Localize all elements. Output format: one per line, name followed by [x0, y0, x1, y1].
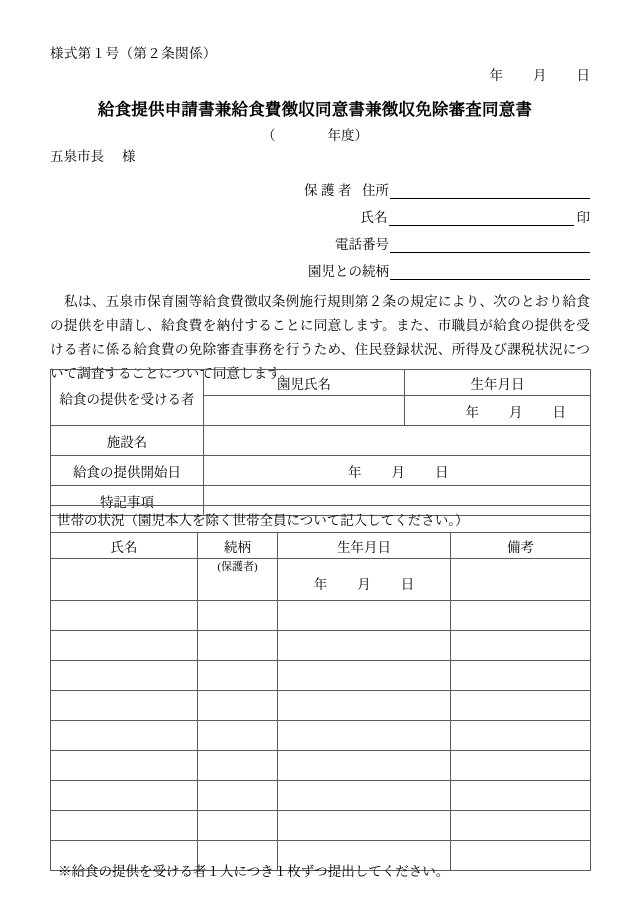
table-row — [51, 426, 591, 456]
guardian-address-label: 住所 — [362, 183, 389, 198]
household-remarks-input-2[interactable] — [451, 601, 591, 631]
household-remarks-input-10[interactable] — [451, 841, 591, 871]
addressee — [50, 145, 136, 165]
household-birthdate-input-1[interactable] — [278, 559, 451, 601]
household-name-input-9[interactable] — [51, 811, 198, 841]
household-birthdate-input-7[interactable] — [278, 751, 451, 781]
table-row — [51, 601, 591, 631]
table-header-row — [51, 533, 591, 559]
household-relation-input-6[interactable] — [198, 721, 278, 751]
household-birth-day-label: 日 — [400, 577, 415, 592]
household-relation-input-7[interactable] — [198, 751, 278, 781]
start-date-input[interactable] — [204, 456, 591, 486]
guardian-prefix: 保護者 — [304, 183, 355, 198]
fiscal-year-label: 年度） — [327, 128, 368, 143]
household-relation-input-5[interactable] — [198, 691, 278, 721]
household-birth-year-label: 年 — [313, 577, 328, 592]
birth-year-label: 年 — [465, 404, 479, 420]
child-name-input[interactable] — [204, 396, 405, 426]
household-remarks-input-4[interactable] — [451, 661, 591, 691]
household-relation-note: (保護者) — [217, 561, 258, 573]
household-birthdate-input-3[interactable] — [278, 631, 451, 661]
household-remarks-input-7[interactable] — [451, 751, 591, 781]
birth-day-label: 日 — [552, 404, 566, 420]
recipient-row-label: 給食の提供を受ける者 — [51, 370, 204, 426]
household-birth-month-label: 月 — [357, 577, 371, 592]
birthdate-header: 生年月日 — [405, 370, 591, 396]
household-birthdate-input-8[interactable] — [278, 781, 451, 811]
remarks-label: 特記事項 — [51, 486, 204, 516]
table-row — [51, 506, 591, 533]
child-birthdate-input[interactable] — [405, 396, 591, 426]
household-birthdate-input-5[interactable] — [278, 691, 451, 721]
addressee-honorific: 様 — [122, 149, 136, 164]
facility-name-label: 施設名 — [51, 426, 204, 456]
start-year-label: 年 — [348, 464, 362, 480]
household-name-input-2[interactable] — [51, 601, 198, 631]
household-birthdate-input-9[interactable] — [278, 811, 451, 841]
table-row — [51, 559, 591, 601]
guardian-relation-label: 園児との続柄 — [308, 264, 389, 279]
household-name-input-1[interactable] — [51, 559, 198, 601]
guardian-relation-input[interactable] — [390, 264, 590, 280]
date-line — [490, 64, 591, 84]
start-month-label: 月 — [391, 464, 405, 480]
guardian-phone-input[interactable] — [390, 237, 590, 253]
household-name-input-7[interactable] — [51, 751, 198, 781]
date-day-label: 日 — [576, 68, 590, 83]
household-birthdate-input-2[interactable] — [278, 601, 451, 631]
household-remarks-input-8[interactable] — [451, 781, 591, 811]
household-birthdate-input-6[interactable] — [278, 721, 451, 751]
household-name-input-3[interactable] — [51, 631, 198, 661]
table-row — [51, 811, 591, 841]
table-row — [51, 370, 591, 396]
page-title: 給食提供申請書兼給食費徴収同意書兼徴収免除審査同意書 — [97, 100, 533, 119]
date-month-label: 月 — [533, 68, 547, 83]
household-remarks-input-5[interactable] — [451, 691, 591, 721]
table-row — [51, 661, 591, 691]
guardian-relation-row — [260, 253, 590, 280]
guardian-block — [260, 172, 590, 280]
household-name-input-5[interactable] — [51, 691, 198, 721]
start-date-label: 給食の提供開始日 — [51, 456, 204, 486]
household-header-relation: 続柄 — [198, 533, 278, 559]
start-day-label: 日 — [435, 464, 449, 480]
form-number: 様式第１号（第２条関係） — [50, 46, 217, 61]
child-name-header: 園児氏名 — [204, 370, 405, 396]
table-row — [51, 721, 591, 751]
table-row — [51, 751, 591, 781]
household-relation-input-4[interactable] — [198, 661, 278, 691]
household-empty-rows — [51, 601, 591, 871]
household-relation-input-2[interactable] — [198, 601, 278, 631]
guardian-name-label: 氏名 — [360, 210, 388, 225]
household-header-name: 氏名 — [51, 533, 198, 559]
table-row — [51, 631, 591, 661]
guardian-phone-label: 電話番号 — [335, 237, 389, 252]
table-row — [51, 691, 591, 721]
guardian-address-row — [260, 172, 590, 199]
guardian-name-row — [260, 199, 590, 226]
recipient-table — [50, 369, 591, 516]
household-header-birthdate: 生年月日 — [278, 533, 451, 559]
table-row — [51, 456, 591, 486]
household-header-remarks: 備考 — [451, 533, 591, 559]
fiscal-year-line — [0, 124, 630, 144]
household-remarks-input-3[interactable] — [451, 631, 591, 661]
addressee-name: 五泉市長 — [50, 149, 104, 164]
footnote: ※給食の提供を受ける者１人につき１枚ずつ提出してください。 — [58, 864, 450, 879]
guardian-address-input[interactable] — [390, 183, 590, 199]
household-remarks-input-6[interactable] — [451, 721, 591, 751]
household-name-input-6[interactable] — [51, 721, 198, 751]
facility-name-input[interactable] — [204, 426, 591, 456]
table-row — [51, 781, 591, 811]
household-name-input-8[interactable] — [51, 781, 198, 811]
household-name-input-4[interactable] — [51, 661, 198, 691]
household-relation-input-3[interactable] — [198, 631, 278, 661]
birth-month-label: 月 — [509, 404, 523, 420]
household-relation-cell-1[interactable] — [198, 559, 278, 601]
household-relation-input-9[interactable] — [198, 811, 278, 841]
seal-marker: 印 — [576, 210, 590, 225]
date-year-label: 年 — [489, 68, 503, 83]
household-table — [50, 505, 591, 871]
household-remarks-input-9[interactable] — [451, 811, 591, 841]
guardian-name-input[interactable] — [389, 210, 574, 226]
guardian-phone-row — [260, 226, 590, 253]
household-birthdate-input-4[interactable] — [278, 661, 451, 691]
household-remarks-input-1[interactable] — [451, 559, 591, 601]
consent-paragraph: 私は、五泉市保育園等給食費徴収条例施行規則第２条の規定により、次のとおり給食の提供を申請し、給食費を納付することに同意します。また、市職員が給食の提供を受ける者に係る給食費の免除審査事務を行うため、住民登録状況、所得及び課税状況について調査することについて同意します。 — [50, 294, 590, 381]
fiscal-year-paren-open: （ — [262, 128, 276, 143]
household-banner: 世帯の状況（園児本人を除く世帯全員について記入してください。） — [51, 506, 591, 533]
household-relation-input-8[interactable] — [198, 781, 278, 811]
